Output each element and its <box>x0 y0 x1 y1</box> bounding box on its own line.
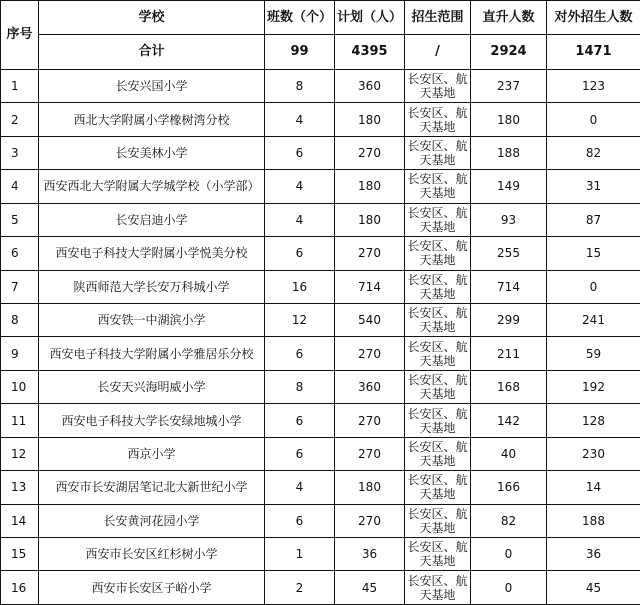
row-seq: 4 <box>1 170 39 203</box>
row-plan: 540 <box>335 303 405 336</box>
row-range: 长安区、航天基地 <box>405 103 471 136</box>
row-school: 长安黄河花园小学 <box>39 504 265 537</box>
row-range: 长安区、航天基地 <box>405 437 471 470</box>
table-row <box>1 237 640 270</box>
row-seq: 15 <box>1 538 39 571</box>
row-range: 长安区、航天基地 <box>405 471 471 504</box>
row-direct: 166 <box>471 471 547 504</box>
table-row <box>1 538 640 571</box>
row-school: 长安启迪小学 <box>39 203 265 236</box>
row-classes: 12 <box>265 303 335 336</box>
row-direct: 149 <box>471 170 547 203</box>
row-range: 长安区、航天基地 <box>405 303 471 336</box>
row-seq: 7 <box>1 270 39 303</box>
row-external: 45 <box>547 571 640 605</box>
table-row <box>1 136 640 169</box>
row-classes: 16 <box>265 270 335 303</box>
row-range: 长安区、航天基地 <box>405 337 471 370</box>
row-classes: 6 <box>265 337 335 370</box>
row-range: 长安区、航天基地 <box>405 170 471 203</box>
row-seq: 1 <box>1 69 39 102</box>
row-direct: 211 <box>471 337 547 370</box>
row-plan: 360 <box>335 69 405 102</box>
row-classes: 6 <box>265 404 335 437</box>
header-school: 学校 <box>39 1 265 35</box>
total-range: / <box>405 35 471 69</box>
row-external: 82 <box>547 136 640 169</box>
row-external: 188 <box>547 504 640 537</box>
row-external: 123 <box>547 69 640 102</box>
row-range: 长安区、航天基地 <box>405 404 471 437</box>
row-classes: 1 <box>265 538 335 571</box>
row-classes: 4 <box>265 471 335 504</box>
row-plan: 180 <box>335 170 405 203</box>
row-external: 15 <box>547 237 640 270</box>
row-direct: 180 <box>471 103 547 136</box>
row-external: 128 <box>547 404 640 437</box>
total-label: 合计 <box>39 35 265 69</box>
table-row <box>1 103 640 136</box>
row-classes: 2 <box>265 571 335 605</box>
total-plan: 4395 <box>335 35 405 69</box>
row-classes: 6 <box>265 136 335 169</box>
row-external: 87 <box>547 203 640 236</box>
row-plan: 270 <box>335 237 405 270</box>
header-external: 对外招生人数 <box>547 1 640 35</box>
row-school: 西安市长安区红杉树小学 <box>39 538 265 571</box>
row-seq: 2 <box>1 103 39 136</box>
row-range: 长安区、航天基地 <box>405 237 471 270</box>
row-seq: 16 <box>1 571 39 605</box>
row-seq: 12 <box>1 437 39 470</box>
row-external: 36 <box>547 538 640 571</box>
table-row <box>1 571 640 605</box>
row-plan: 36 <box>335 538 405 571</box>
row-direct: 93 <box>471 203 547 236</box>
row-plan: 180 <box>335 103 405 136</box>
table-row <box>1 370 640 403</box>
row-plan: 270 <box>335 437 405 470</box>
row-school: 陕西师范大学长安万科城小学 <box>39 270 265 303</box>
row-seq: 5 <box>1 203 39 236</box>
row-school: 西安电子科技大学长安绿地城小学 <box>39 404 265 437</box>
row-plan: 45 <box>335 571 405 605</box>
row-direct: 188 <box>471 136 547 169</box>
total-classes: 99 <box>265 35 335 69</box>
row-plan: 714 <box>335 270 405 303</box>
row-direct: 0 <box>471 538 547 571</box>
table-row <box>1 203 640 236</box>
header-seq: 序号 <box>1 1 39 70</box>
row-classes: 4 <box>265 203 335 236</box>
header-plan: 计划（人） <box>335 1 405 35</box>
row-direct: 237 <box>471 69 547 102</box>
row-classes: 6 <box>265 437 335 470</box>
row-direct: 40 <box>471 437 547 470</box>
table-row <box>1 337 640 370</box>
row-range: 长安区、航天基地 <box>405 504 471 537</box>
row-seq: 6 <box>1 237 39 270</box>
row-school: 西安市长安区子峪小学 <box>39 571 265 605</box>
row-classes: 6 <box>265 504 335 537</box>
header-classes: 班数（个） <box>265 1 335 35</box>
row-range: 长安区、航天基地 <box>405 538 471 571</box>
row-plan: 270 <box>335 337 405 370</box>
row-external: 59 <box>547 337 640 370</box>
row-range: 长安区、航天基地 <box>405 136 471 169</box>
row-school: 西安西北大学附属大学城学校（小学部） <box>39 170 265 203</box>
row-seq: 14 <box>1 504 39 537</box>
row-school: 西北大学附属小学橡树湾分校 <box>39 103 265 136</box>
row-plan: 180 <box>335 471 405 504</box>
row-seq: 13 <box>1 471 39 504</box>
row-seq: 10 <box>1 370 39 403</box>
table-body <box>1 1 640 605</box>
row-direct: 0 <box>471 571 547 605</box>
row-school: 长安美林小学 <box>39 136 265 169</box>
table-row <box>1 170 640 203</box>
row-plan: 270 <box>335 504 405 537</box>
row-direct: 168 <box>471 370 547 403</box>
row-school: 西安电子科技大学附属小学悦美分校 <box>39 237 265 270</box>
row-classes: 6 <box>265 237 335 270</box>
table-row <box>1 504 640 537</box>
row-seq: 11 <box>1 404 39 437</box>
row-plan: 270 <box>335 404 405 437</box>
total-external: 1471 <box>547 35 640 69</box>
row-school: 西安市长安湖居笔记北大新世纪小学 <box>39 471 265 504</box>
row-external: 0 <box>547 270 640 303</box>
row-range: 长安区、航天基地 <box>405 203 471 236</box>
row-school: 长安天兴海明威小学 <box>39 370 265 403</box>
row-external: 0 <box>547 103 640 136</box>
row-external: 31 <box>547 170 640 203</box>
row-range: 长安区、航天基地 <box>405 571 471 605</box>
row-direct: 82 <box>471 504 547 537</box>
row-classes: 4 <box>265 170 335 203</box>
table-row <box>1 303 640 336</box>
table-row <box>1 69 640 102</box>
header-range: 招生范围 <box>405 1 471 35</box>
table-row <box>1 270 640 303</box>
row-plan: 180 <box>335 203 405 236</box>
row-seq: 3 <box>1 136 39 169</box>
table-row <box>1 404 640 437</box>
row-plan: 270 <box>335 136 405 169</box>
row-plan: 360 <box>335 370 405 403</box>
row-direct: 142 <box>471 404 547 437</box>
row-classes: 4 <box>265 103 335 136</box>
row-external: 192 <box>547 370 640 403</box>
row-school: 长安兴国小学 <box>39 69 265 102</box>
row-external: 241 <box>547 303 640 336</box>
row-school: 西安铁一中湖滨小学 <box>39 303 265 336</box>
row-direct: 299 <box>471 303 547 336</box>
row-seq: 8 <box>1 303 39 336</box>
total-direct: 2924 <box>471 35 547 69</box>
total-row <box>1 35 640 69</box>
row-school: 西京小学 <box>39 437 265 470</box>
table-row <box>1 437 640 470</box>
row-seq: 9 <box>1 337 39 370</box>
row-classes: 8 <box>265 69 335 102</box>
row-school: 西安电子科技大学附属小学雅居乐分校 <box>39 337 265 370</box>
row-external: 14 <box>547 471 640 504</box>
row-range: 长安区、航天基地 <box>405 270 471 303</box>
header-row <box>1 1 640 35</box>
table-row <box>1 471 640 504</box>
row-direct: 714 <box>471 270 547 303</box>
row-classes: 8 <box>265 370 335 403</box>
header-direct: 直升人数 <box>471 1 547 35</box>
row-range: 长安区、航天基地 <box>405 370 471 403</box>
row-external: 230 <box>547 437 640 470</box>
row-direct: 255 <box>471 237 547 270</box>
row-range: 长安区、航天基地 <box>405 69 471 102</box>
